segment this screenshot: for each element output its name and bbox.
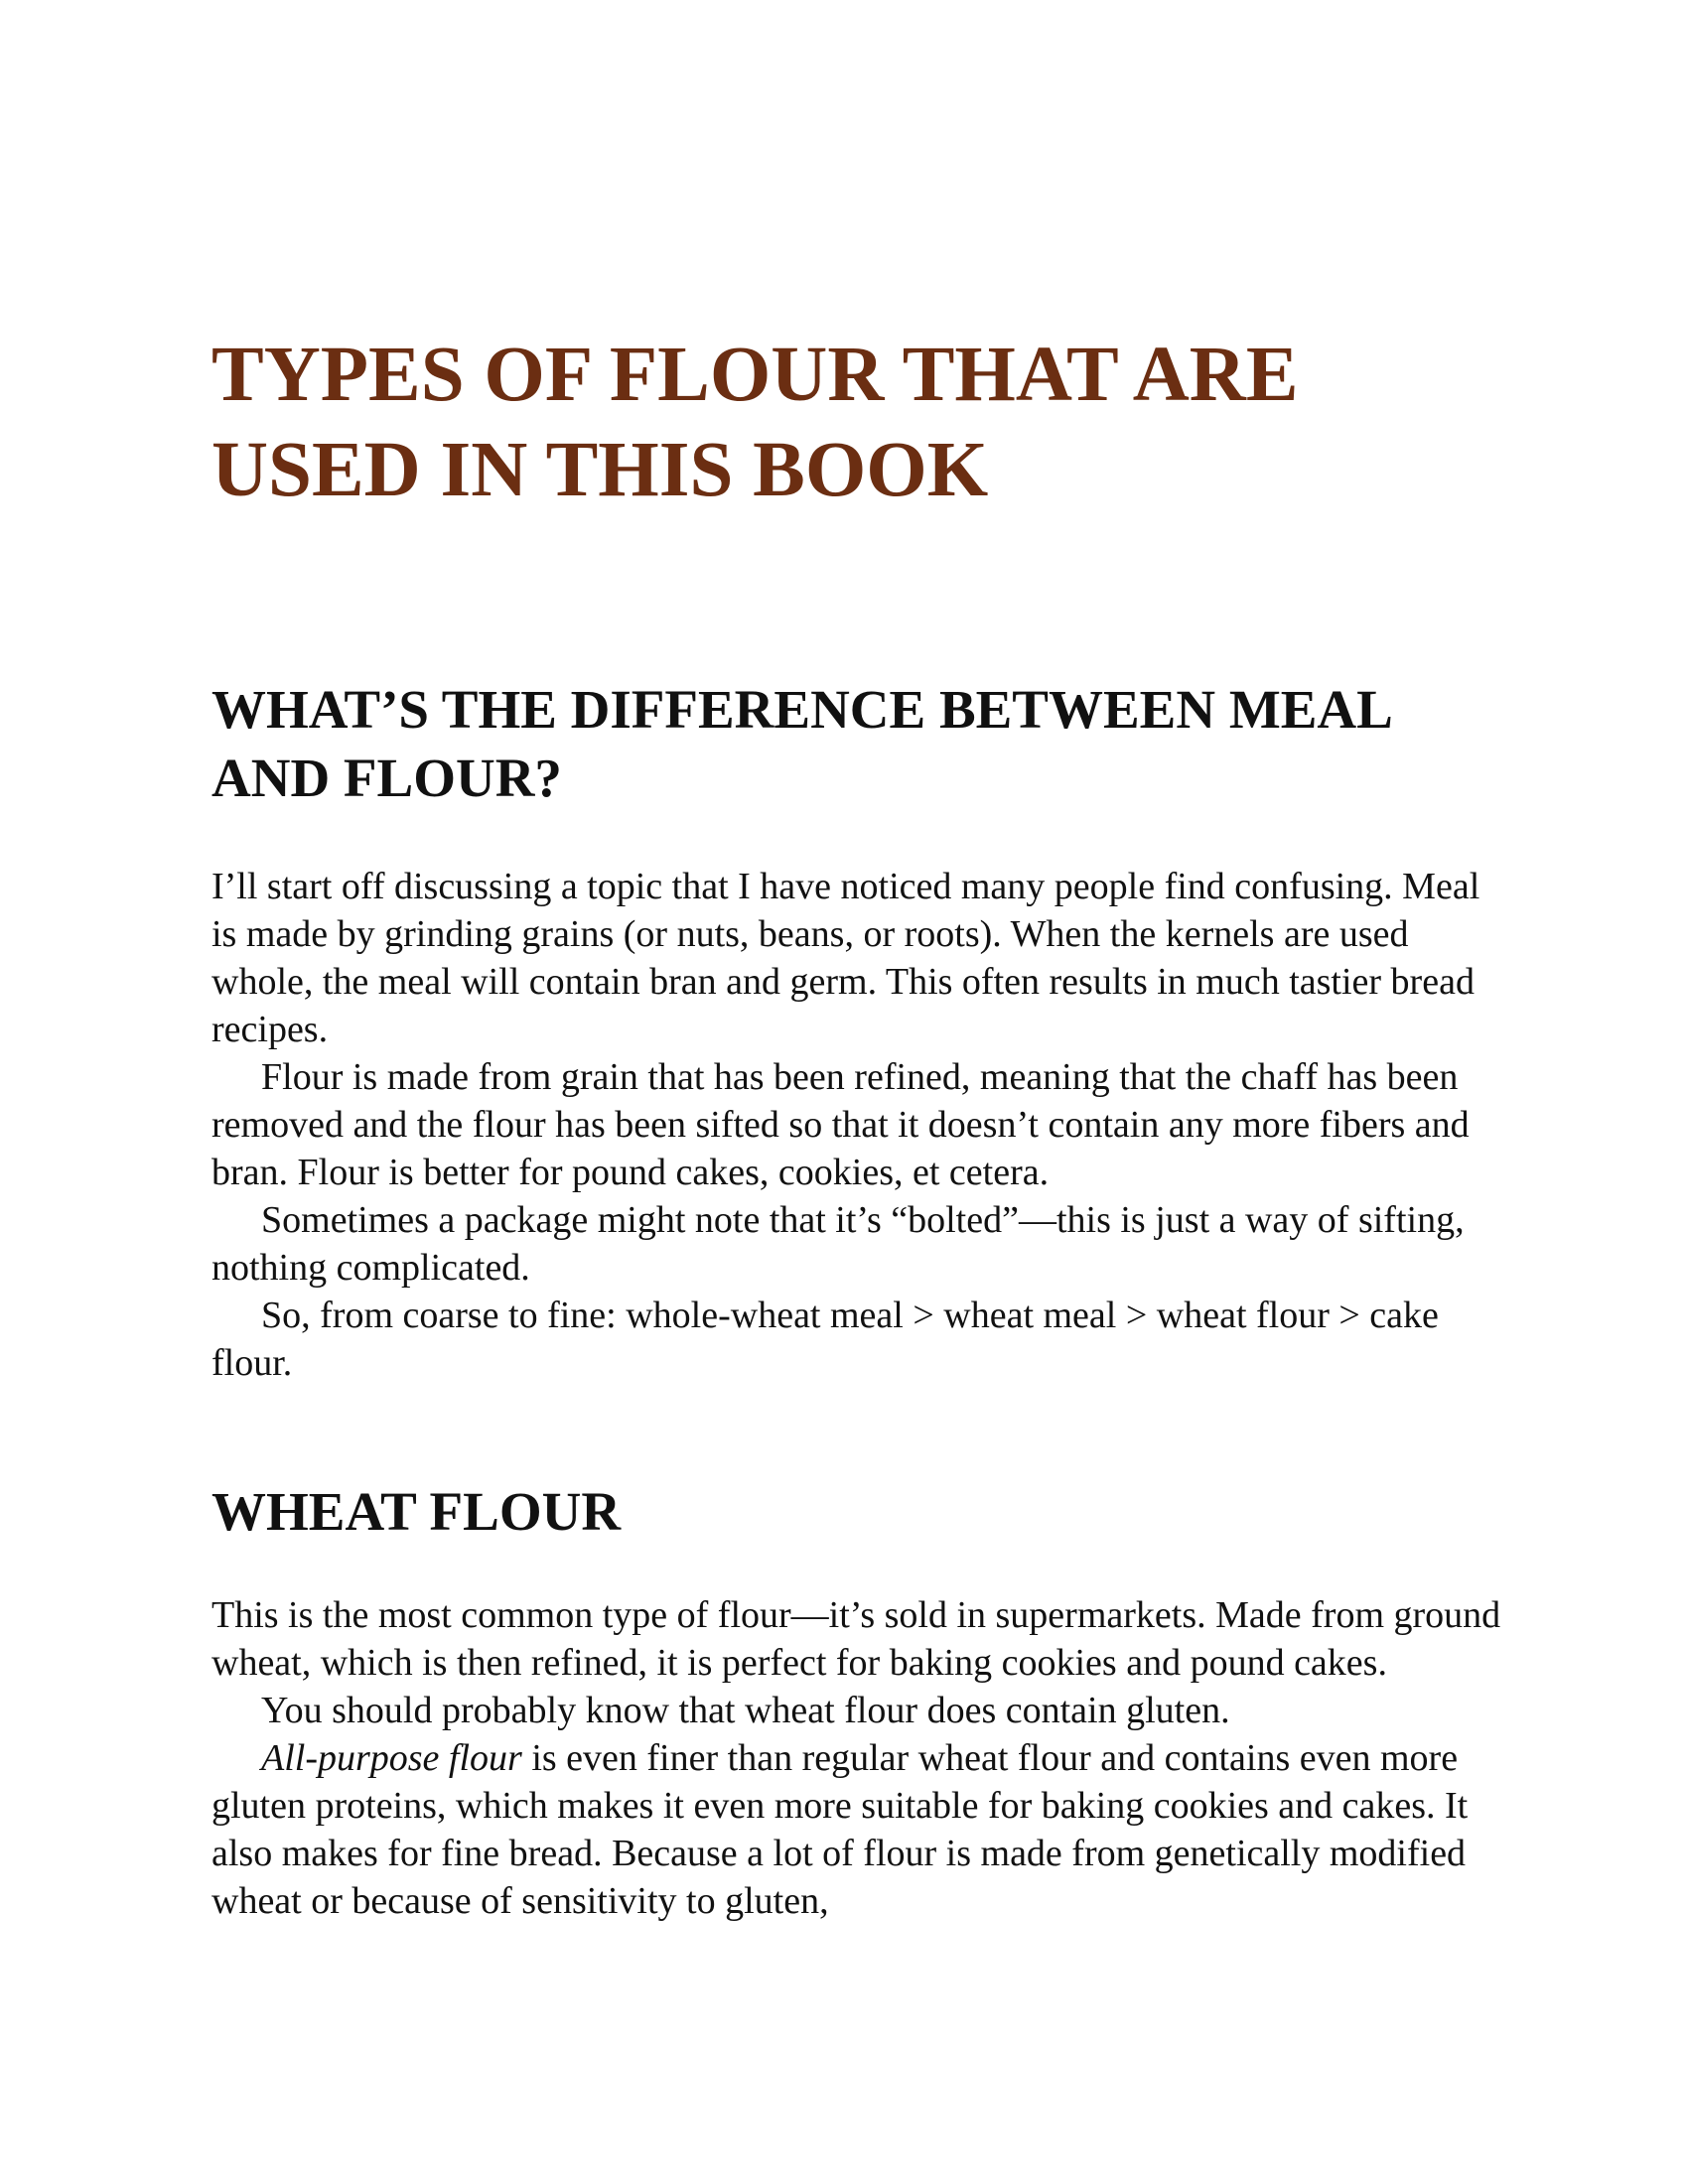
section-heading-meal-vs-flour: WHAT’S THE DIFFERENCE BETWEEN MEAL AND FLOUR? [211, 679, 1390, 808]
section-body-wheat-flour [211, 1591, 1502, 1925]
paragraph: This is the most common type of flour—it’s sold in supermarkets. Made from ground wheat, which is then refined, it is perfect for baking cookies and pound cakes. [211, 1594, 1501, 1684]
paragraph: Sometimes a package might note that it’s “bolted”—this is just a way of sifting, nothing complicated. [211, 1199, 1465, 1289]
section-body-meal-vs-flour [211, 863, 1502, 1387]
all-purpose-text: is even finer than regular wheat flour and contains even more gluten proteins, which makes it even more suitable for baking cookies and cakes. It also makes for fine bread. Because a lot of flour is made from genetically modified wheat or because of sensitivity to gluten, [211, 1737, 1469, 1922]
paragraph: So, from coarse to fine: whole-wheat meal > wheat meal > wheat flour > cake flour. [211, 1295, 1439, 1384]
paragraph: You should probably know that wheat flour does contain gluten. [261, 1690, 1230, 1731]
paragraph: Flour is made from grain that has been refined, meaning that the chaff has been removed and the flour has been sifted so that it doesn’t contain any more fibers and bran. Flour is better for pound cakes, cookies, et cetera. [211, 1056, 1470, 1193]
all-purpose-term: All-purpose flour [261, 1737, 522, 1779]
paragraph: I’ll start off discussing a topic that I have noticed many people find confusing. Meal is made by grinding grains (or nuts, beans, or roots). When the kernels are used whole, the meal will contain bran and germ. This often results in much tastier bread recipes. [211, 866, 1480, 1050]
paragraph-all-purpose [211, 1734, 1502, 1925]
section-heading-wheat-flour: WHEAT FLOUR [211, 1481, 622, 1542]
chapter-title: TYPES OF FLOUR THAT ARE USED IN THIS BOOK [211, 332, 1299, 513]
